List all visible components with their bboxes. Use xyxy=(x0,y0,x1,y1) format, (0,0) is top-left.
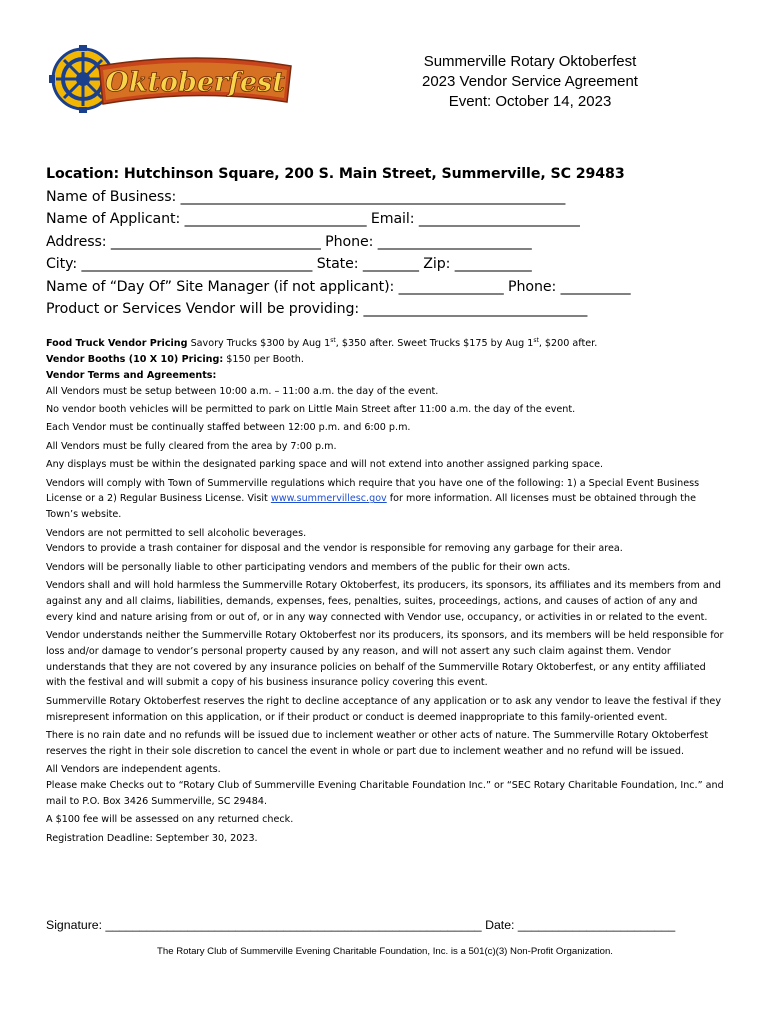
terms-heading xyxy=(46,368,726,384)
food-truck-pricing-label: Food Truck Vendor Pricing xyxy=(46,338,188,350)
registration-deadline: Registration Deadline: September 30, 2023. xyxy=(46,832,258,844)
term-licenses xyxy=(46,476,726,523)
city-label: City: xyxy=(46,256,78,272)
header-subtitle: 2023 Vendor Service Agreement xyxy=(422,73,638,90)
product-row xyxy=(46,298,736,321)
food-truck-text-b: , $350 after. Sweet Trucks $175 by Aug 1 xyxy=(335,338,534,350)
terms-heading-text: Vendor Terms and Agreements: xyxy=(46,369,217,381)
city-row xyxy=(46,253,736,276)
term-setup: All Vendors must be setup between 10:00 a.m. – 11:00 a.m. the day of the event. xyxy=(46,385,439,397)
term-trash: Vendors to provide a trash container for disposal and the vendor is responsible for removing any garbage for their area. xyxy=(46,543,623,555)
term-cleared: All Vendors must be fully cleared from the area by 7:00 p.m. xyxy=(46,440,337,452)
terms-body xyxy=(46,333,726,849)
business-name-field[interactable]: _______________________________________________________ xyxy=(180,188,566,205)
date-field[interactable]: _______________________ xyxy=(517,918,676,932)
summerville-link[interactable]: www.summervillesc.gov xyxy=(270,493,387,505)
zip-label: Zip: xyxy=(423,256,451,272)
term-returned-check: A $100 fee will be assessed on any returned check. xyxy=(46,814,294,826)
site-manager-phone-field[interactable]: __________ xyxy=(560,278,631,295)
header-title: Summerville Rotary Oktoberfest xyxy=(423,53,637,70)
phone-label: Phone: xyxy=(325,233,374,250)
email-label: Email: xyxy=(370,211,415,227)
address-row xyxy=(46,231,736,254)
footer-note: The Rotary Club of Summerville Evening Charitable Foundation, Inc. is a 501(c)(3) Non-Profit Organization. xyxy=(157,946,613,957)
state-label: State: xyxy=(316,256,359,272)
term-parking: No vendor booth vehicles will be permitted to park on Little Main Street after 11:00 a.m. the day of the event. xyxy=(46,403,576,415)
booth-pricing xyxy=(46,352,726,368)
food-truck-text-c: , $200 after. xyxy=(538,338,598,350)
term-alcohol: Vendors are not permitted to sell alcoholic beverages. xyxy=(46,527,307,539)
vendor-form xyxy=(46,163,736,321)
site-manager-label: Name of “Day Of” Site Manager (if not applicant): xyxy=(46,278,395,295)
address-field[interactable]: ______________________________ xyxy=(110,233,321,250)
term-staffed: Each Vendor must be continually staffed between 12:00 p.m. and 6:00 p.m. xyxy=(46,422,411,434)
term-independent: All Vendors are independent agents. xyxy=(46,764,221,776)
ordinal-sup: st xyxy=(533,337,539,344)
applicant-field[interactable]: __________________________ xyxy=(184,211,367,227)
ordinal-sup: st xyxy=(330,337,336,344)
term-right-to-decline: Summerville Rotary Oktoberfest reserves the right to decline acceptance of any application or to ask any vendor to leave the festival if they misrepresent information on this application, or if their product or conduct is deemed inappropriate to this family-oriented event. xyxy=(46,695,722,723)
applicant-row xyxy=(46,208,736,231)
signature-field[interactable]: _______________________________________________________ xyxy=(105,918,482,932)
business-name-row xyxy=(46,186,736,209)
document-header xyxy=(370,52,690,112)
city-field[interactable]: _________________________________ xyxy=(81,256,313,272)
business-name-label: Name of Business: xyxy=(46,188,177,205)
booth-pricing-label: Vendor Booths (10 X 10) Pricing: xyxy=(46,353,224,365)
term-licenses-text-b: for more information. All licenses must be obtained through the Town’s website. xyxy=(46,493,697,521)
food-truck-pricing xyxy=(46,333,726,352)
term-hold-harmless: Vendors shall and will hold harmless the Summerville Rotary Oktoberfest, its producers, its sponsors, its affiliates and its members from and against any and all claims, liabilities, demands, expenses, fees, penalties, suites, proceedings, actions, and causes of action of any and every kind and nature arising from or out of, or in any way connected with Vendor use, occupancy, or activities in or related to the event. xyxy=(46,580,721,623)
state-field[interactable]: ________ xyxy=(362,256,419,272)
term-checks: Please make Checks out to “Rotary Club of Summerville Evening Charitable Foundation Inc.” or “SEC Rotary Charitable Foundation, Inc.” and mail to P.O. Box 3426 Summerville, SC 29484. xyxy=(46,780,724,807)
signature-label: Signature: xyxy=(46,918,103,932)
term-displays: Any displays must be within the designated parking space and will not extend into another assigned parking space. xyxy=(46,459,604,471)
logo-wordmark: Oktoberfest xyxy=(105,67,285,98)
term-liability: Vendors will be personally liable to other participating vendors and members of the public for their own acts. xyxy=(46,561,571,573)
product-field[interactable]: ________________________________ xyxy=(363,301,588,317)
email-field[interactable]: _______________________ xyxy=(418,211,580,227)
site-manager-phone-label: Phone: xyxy=(508,278,557,295)
header-event-date: Event: October 14, 2023 xyxy=(448,93,612,110)
food-truck-text-a: Savory Trucks $300 by Aug 1 xyxy=(187,338,331,350)
term-licenses-text-a: Vendors will comply with Town of Summerville regulations which require that you have one of the following: 1) a Special Event Business License or a 2) Regular Business License. Visit xyxy=(46,477,700,505)
term-property: Vendor understands neither the Summerville Rotary Oktoberfest nor its producers, its sponsors, and its members will be held responsible for loss and/or damage to vendor’s personal property caused by any reason, and will not assert any such claim against them. Vendor understands that they are not covered by any insurance policies on behalf of the Summerville Rotary Oktoberfest, or any entity affiliated with the festival and will submit a copy of his business insurance policy covering this event. xyxy=(46,630,724,689)
signature-row xyxy=(46,918,736,932)
term-no-refunds: There is no rain date and no refunds will be issued due to inclement weather or other acts of nature. The Summerville Rotary Oktoberfest reserves the right in their sole discretion to cancel the event in whole or part due to inclement weather and no refund will be issued. xyxy=(46,730,709,757)
oktoberfest-logo xyxy=(47,44,293,114)
phone-field[interactable]: ______________________ xyxy=(377,233,532,250)
applicant-label: Name of Applicant: xyxy=(46,211,181,227)
site-manager-field[interactable]: _______________ xyxy=(398,278,504,295)
location-line: Location: Hutchinson Square, 200 S. Main Street, Summerville, SC 29483 xyxy=(46,166,625,182)
address-label: Address: xyxy=(46,233,107,250)
site-manager-row xyxy=(46,276,736,299)
oktoberfest-logo-art xyxy=(47,44,293,114)
zip-field[interactable]: ___________ xyxy=(454,256,532,272)
date-label: Date: xyxy=(485,918,515,932)
product-label: Product or Services Vendor will be providing: xyxy=(46,301,360,317)
booth-pricing-text: $150 per Booth. xyxy=(223,353,304,365)
